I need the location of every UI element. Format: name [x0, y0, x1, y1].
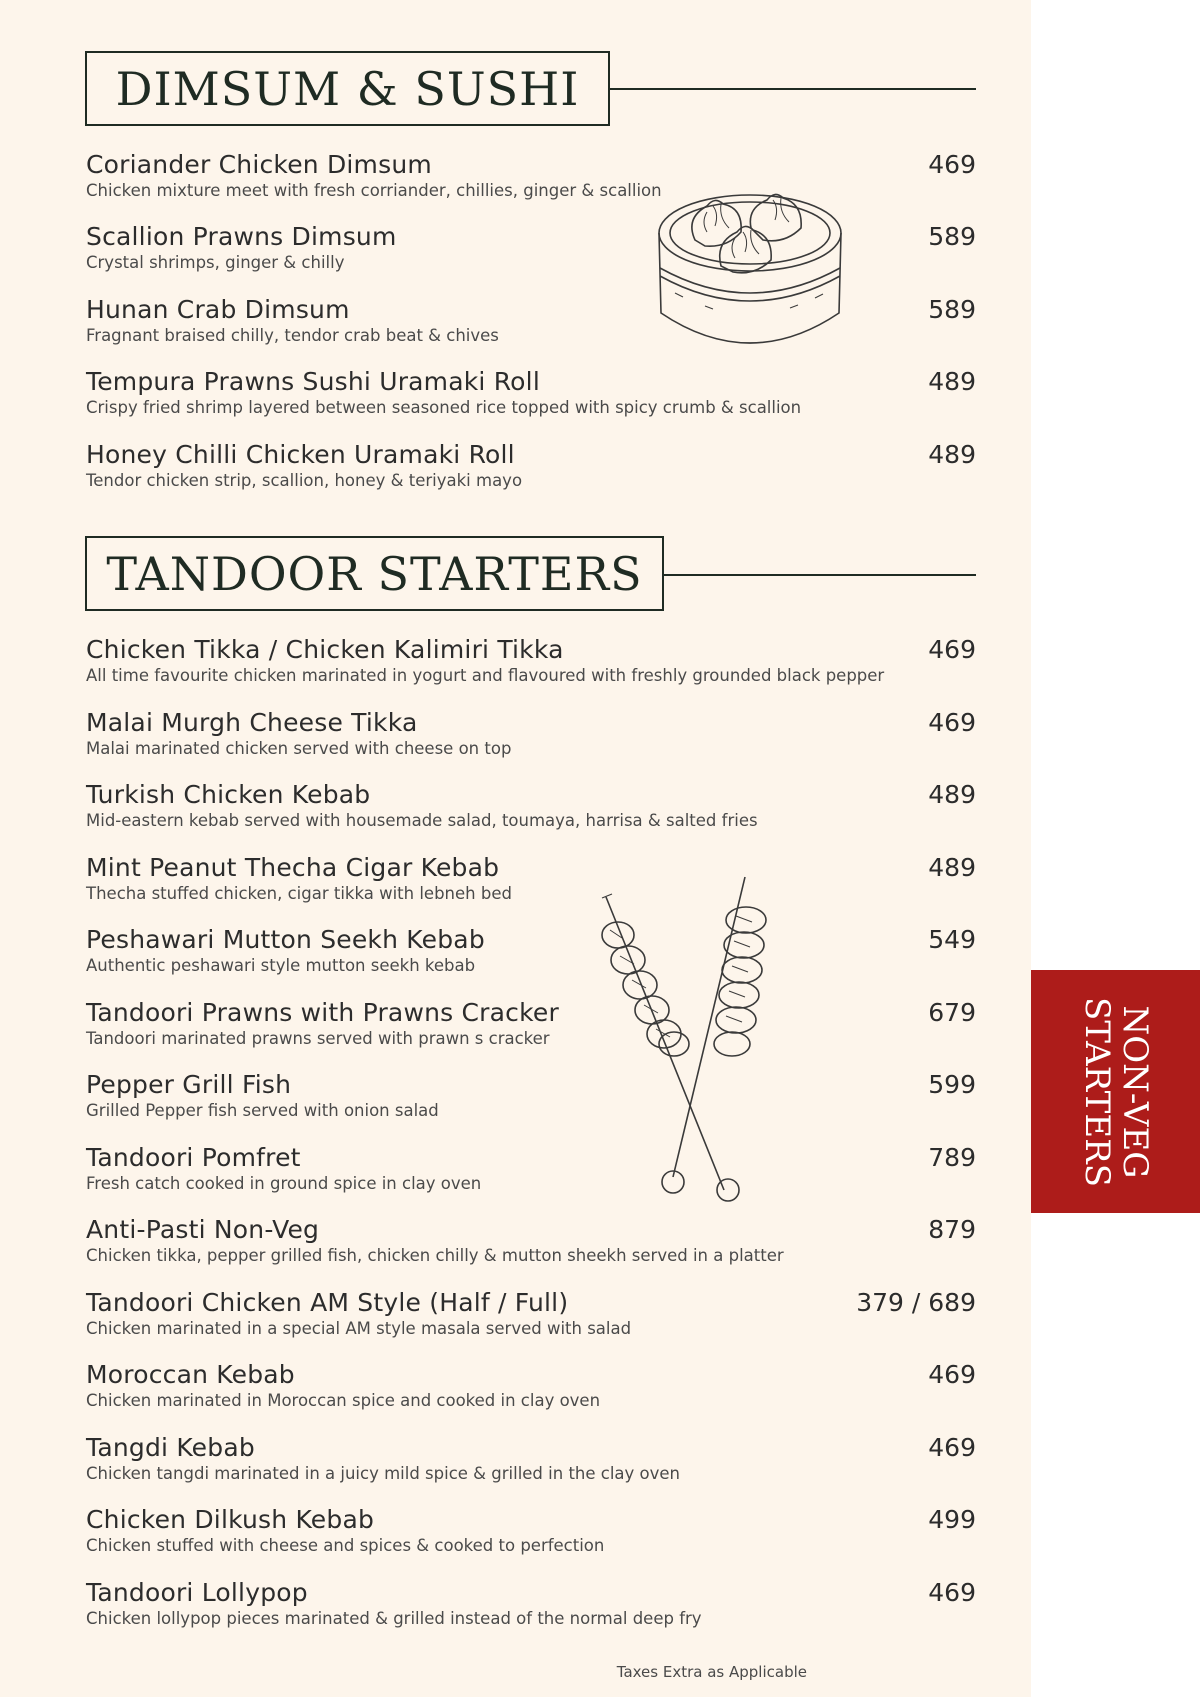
item-description: Thecha stuffed chicken, cigar tikka with lebneh bed — [86, 884, 512, 903]
item-name: Mint Peanut Thecha Cigar Kebab — [86, 853, 500, 882]
item-price: 589 — [928, 295, 976, 324]
menu-item — [86, 1070, 981, 1122]
item-name: Coriander Chicken Dimsum — [86, 150, 432, 179]
section-header-tandoor-starters — [85, 536, 664, 611]
kebab-skewers-illustration — [598, 872, 788, 1207]
menu-item — [86, 440, 981, 492]
item-price: 379 / 689 — [856, 1288, 976, 1317]
item-name: Tandoori Lollypop — [86, 1578, 308, 1607]
item-description: Fragnant braised chilly, tendor crab beat & chives — [86, 326, 499, 345]
item-price: 469 — [928, 635, 976, 664]
menu-item — [86, 780, 981, 832]
item-name: Chicken Dilkush Kebab — [86, 1505, 375, 1534]
section-divider — [610, 88, 976, 90]
item-name: Anti-Pasti Non-Veg — [86, 1215, 320, 1244]
item-price: 879 — [928, 1215, 976, 1244]
menu-item — [86, 1505, 981, 1557]
item-name: Peshawari Mutton Seekh Kebab — [86, 925, 485, 954]
item-description: Grilled Pepper fish served with onion salad — [86, 1101, 439, 1120]
item-price: 789 — [928, 1143, 976, 1172]
item-description: Chicken mixture meet with fresh corriander, chillies, ginger & scallion — [86, 181, 662, 200]
item-price: 469 — [928, 1433, 976, 1462]
item-description: Chicken tikka, pepper grilled fish, chicken chilly & mutton sheekh served in a platter — [86, 1246, 784, 1265]
item-price: 489 — [928, 367, 976, 396]
item-description: Chicken marinated in Moroccan spice and cooked in clay oven — [86, 1391, 601, 1410]
item-description: Chicken stuffed with cheese and spices & cooked to perfection — [86, 1536, 605, 1555]
dimsum-steamer-illustration — [655, 188, 845, 360]
menu-item — [86, 295, 981, 347]
menu-item — [86, 1215, 981, 1267]
section-title: TANDOOR STARTERS — [106, 546, 643, 601]
menu-item — [86, 1578, 981, 1630]
item-price: 679 — [928, 998, 976, 1027]
tab-label-line2: STARTERS — [1076, 996, 1117, 1187]
item-price: 469 — [928, 708, 976, 737]
menu-item — [86, 1143, 981, 1195]
item-price: 469 — [928, 150, 976, 179]
menu-item — [86, 150, 981, 202]
item-description: Authentic peshawari style mutton seekh kebab — [86, 956, 476, 975]
item-description: All time favourite chicken marinated in yogurt and flavoured with freshly grounded black pepper — [86, 666, 885, 685]
section-header-dimsum-sushi — [85, 51, 610, 126]
item-name: Chicken Tikka / Chicken Kalimiri Tikka — [86, 635, 564, 664]
section-title: DIMSUM & SUSHI — [115, 61, 580, 116]
item-name: Tandoori Chicken AM Style (Half / Full) — [86, 1288, 569, 1317]
item-price: 469 — [928, 1578, 976, 1607]
item-price: 599 — [928, 1070, 976, 1099]
item-name: Tandoori Pomfret — [86, 1143, 301, 1172]
item-description: Malai marinated chicken served with cheese on top — [86, 739, 512, 758]
item-name: Tandoori Prawns with Prawns Cracker — [86, 998, 559, 1027]
item-name: Moroccan Kebab — [86, 1360, 295, 1389]
item-price: 489 — [928, 440, 976, 469]
item-name: Pepper Grill Fish — [86, 1070, 292, 1099]
item-description: Chicken tangdi marinated in a juicy mild spice & grilled in the clay oven — [86, 1464, 681, 1483]
menu-item — [86, 1433, 981, 1485]
menu-item — [86, 222, 981, 274]
menu-item — [86, 1288, 981, 1340]
item-name: Malai Murgh Cheese Tikka — [86, 708, 418, 737]
item-description: Tandoori marinated prawns served with prawn s cracker — [86, 1029, 550, 1048]
menu-item — [86, 853, 981, 905]
item-price: 499 — [928, 1505, 976, 1534]
menu-item — [86, 1360, 981, 1412]
item-name: Tempura Prawns Sushi Uramaki Roll — [86, 367, 540, 396]
item-price: 549 — [928, 925, 976, 954]
item-description: Fresh catch cooked in ground spice in clay oven — [86, 1174, 482, 1193]
section-divider — [664, 574, 976, 576]
item-description: Chicken lollypop pieces marinated & grilled instead of the normal deep fry — [86, 1609, 702, 1628]
item-price: 589 — [928, 222, 976, 251]
item-name: Honey Chilli Chicken Uramaki Roll — [86, 440, 515, 469]
item-name: Tangdi Kebab — [86, 1433, 255, 1462]
menu-item — [86, 998, 981, 1050]
item-description: Crispy fried shrimp layered between seasoned rice topped with spicy crumb & scallion — [86, 398, 802, 417]
item-name: Scallion Prawns Dimsum — [86, 222, 397, 251]
item-name: Hunan Crab Dimsum — [86, 295, 350, 324]
item-description: Mid-eastern kebab served with housemade salad, toumaya, harrisa & salted fries — [86, 811, 758, 830]
item-price: 489 — [928, 853, 976, 882]
menu-item — [86, 635, 981, 687]
item-description: Chicken marinated in a special AM style masala served with salad — [86, 1319, 632, 1338]
category-tab-non-veg-starters — [1031, 970, 1200, 1213]
item-description: Tendor chicken strip, scallion, honey & teriyaki mayo — [86, 471, 523, 490]
menu-item — [86, 925, 981, 977]
tab-label-line1: NON-VEG — [1114, 1005, 1155, 1178]
menu-item — [86, 708, 981, 760]
tax-note: Taxes Extra as Applicable — [616, 1663, 807, 1681]
item-description: Crystal shrimps, ginger & chilly — [86, 253, 345, 272]
item-name: Turkish Chicken Kebab — [86, 780, 371, 809]
menu-item — [86, 367, 981, 419]
item-price: 469 — [928, 1360, 976, 1389]
item-price: 489 — [928, 780, 976, 809]
tab-label — [1078, 996, 1154, 1186]
